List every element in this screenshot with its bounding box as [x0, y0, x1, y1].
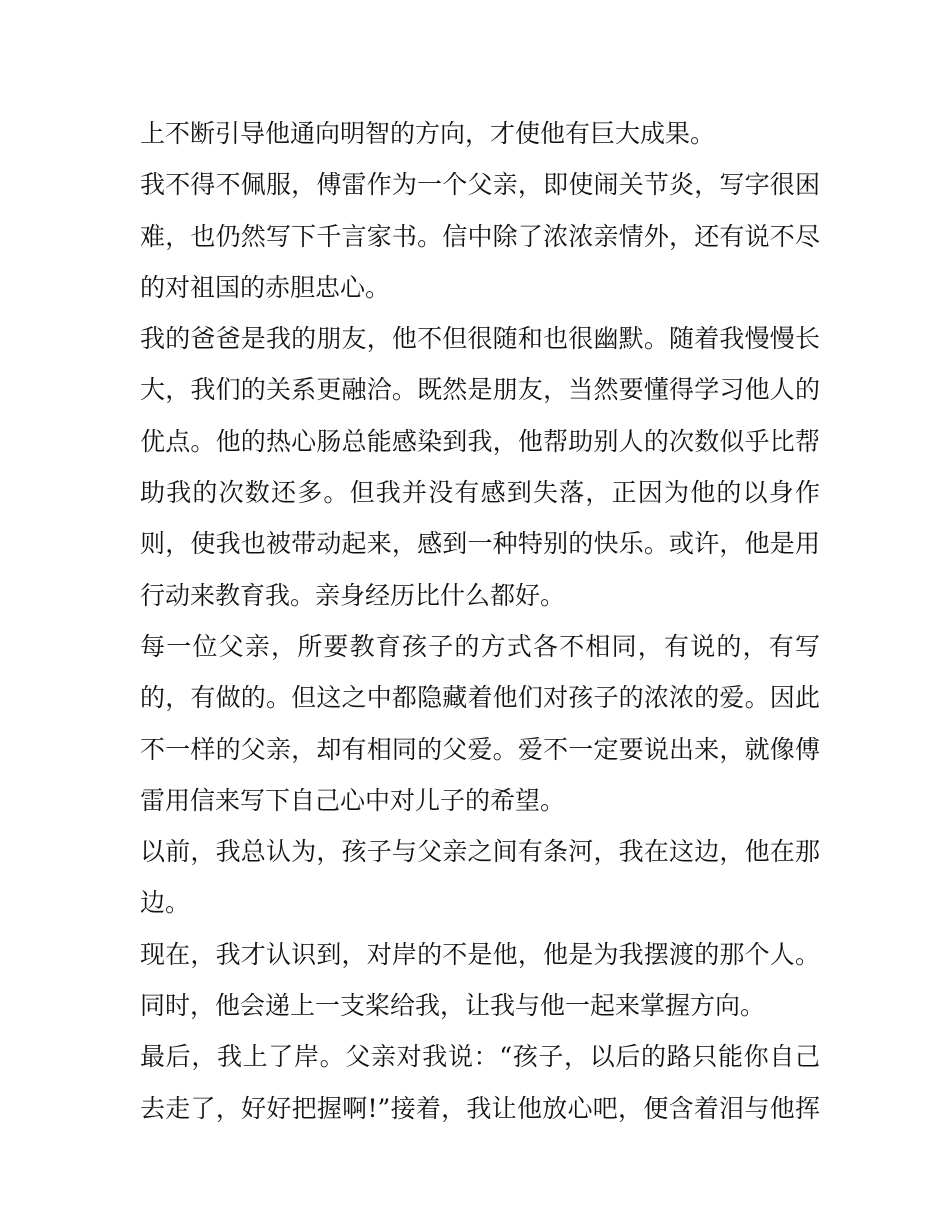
text-line: 同时，他会递上一支桨给我，让我与他一起来掌握方向。 [140, 991, 766, 1021]
text-line: 以前，我总认为，孩子与父亲之间有条河，我在这边，他在那 [140, 837, 820, 867]
text-line: 行动来教育我。亲身经历比什么都好。 [140, 580, 566, 610]
text-line: 优点。他的热心肠总能感染到我，他帮助别人的次数似乎比帮 [140, 426, 820, 456]
text-line: 的对祖国的赤胆忠心。 [140, 272, 391, 302]
text-line: 我不得不佩服，傅雷作为一个父亲，即使闹关节炎，写字很困 [140, 170, 820, 200]
text-line: 难，也仍然写下千言家书。信中除了浓浓亲情外，还有说不尽 [140, 221, 820, 251]
text-line: 我的爸爸是我的朋友，他不但很随和也很幽默。随着我慢慢长 [140, 324, 820, 354]
text-line: 则，使我也被带动起来，感到一种特别的快乐。或许，他是用 [140, 529, 820, 559]
text-line: 边。 [140, 888, 191, 918]
text-line: 雷用信来写下自己心中对儿子的希望。 [140, 785, 566, 815]
text-line: 大，我们的关系更融洽。既然是朋友，当然要懂得学习他人的 [140, 375, 820, 405]
text-line: 最后，我上了岸。父亲对我说：“孩子，以后的路只能你自己 [140, 1042, 820, 1072]
text-line: 助我的次数还多。但我并没有感到失落，正因为他的以身作 [140, 478, 820, 508]
text-line: 不一样的父亲，却有相同的父爱。爱不一定要说出来，就像傅 [140, 734, 820, 764]
text-line: 上不断引导他通向明智的方向，才使他有巨大成果。 [140, 119, 716, 148]
text-line: 去走了，好好把握啊!”接着，我让他放心吧，便含着泪与他挥 [140, 1093, 820, 1123]
text-line: 现在，我才认识到，对岸的不是他，他是为我摆渡的那个人。 [140, 939, 820, 969]
text-line: 的，有做的。但这之中都隐藏着他们对孩子的浓浓的爱。因此 [140, 683, 820, 713]
document-body-text [140, 108, 820, 1134]
text-line: 每一位父亲，所要教育孩子的方式各不相同，有说的，有写 [140, 631, 820, 661]
